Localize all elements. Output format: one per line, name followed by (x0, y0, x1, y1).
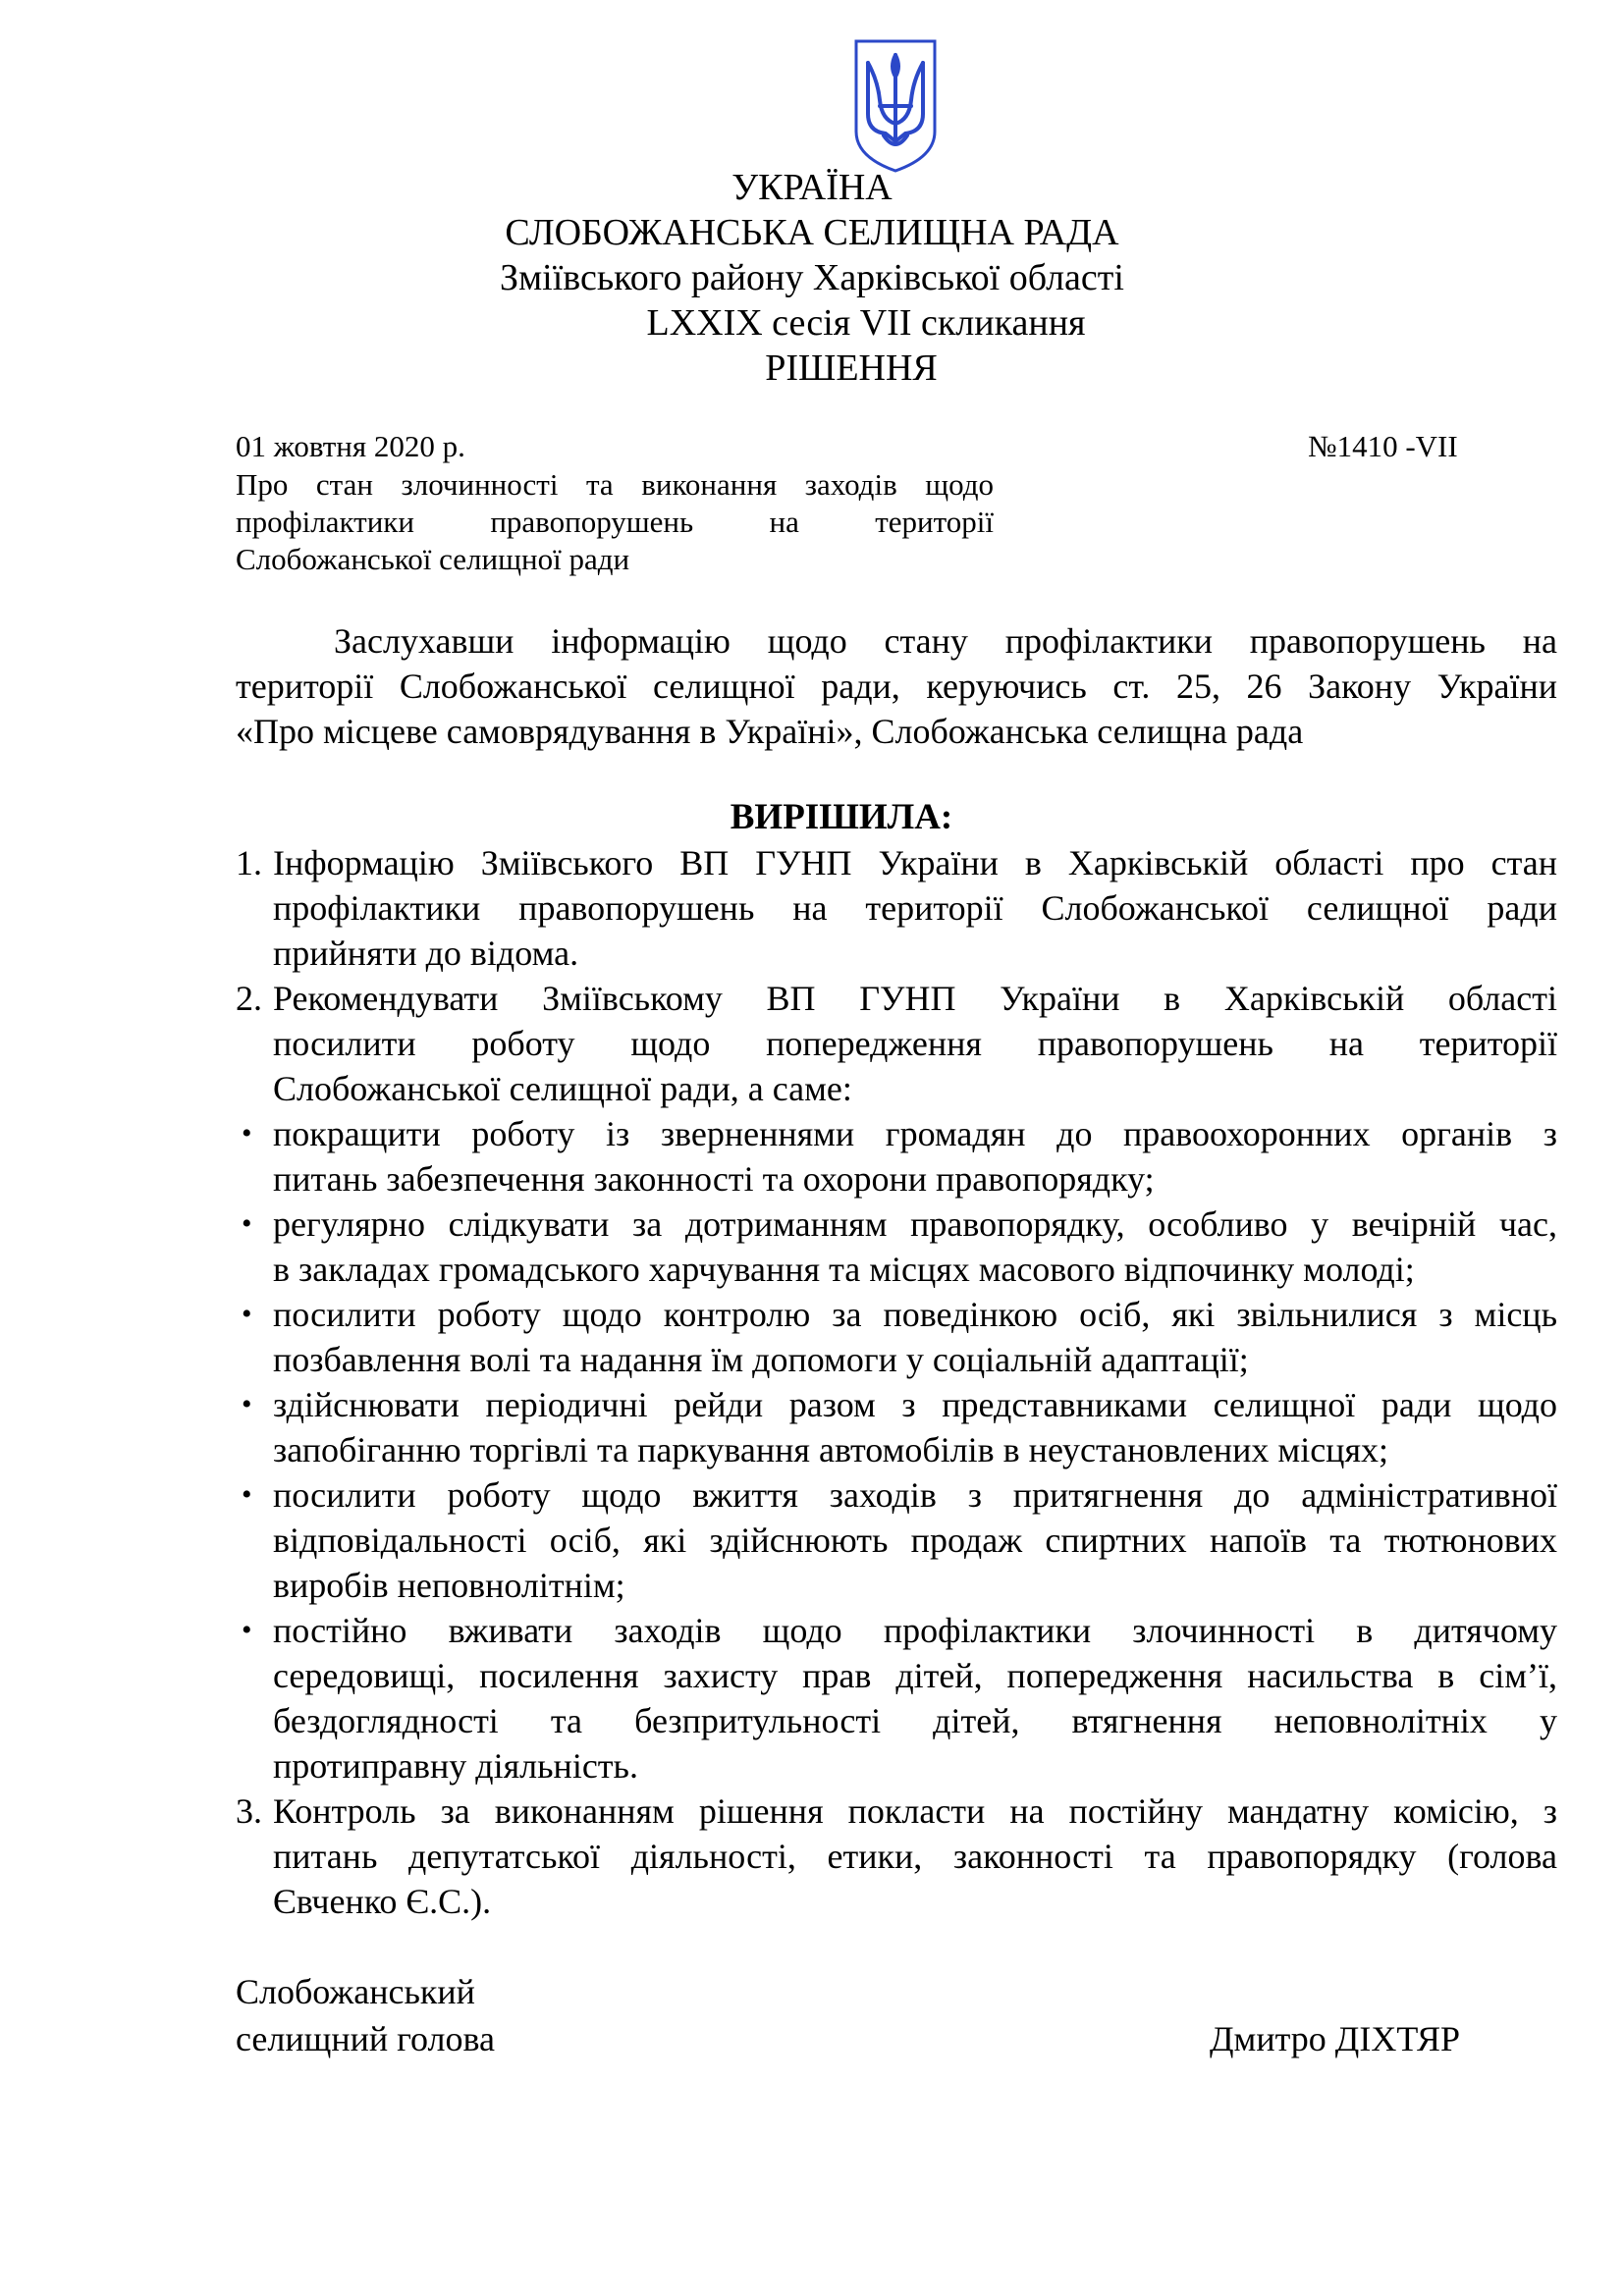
item-text-line: постійно вживати заходів щодо профілактики злочинності в дитячому (273, 1611, 1557, 1650)
item-text-line: посилити роботу щодо попередження правопорушень на території (273, 1024, 1557, 1063)
decided-heading: ВИРІШИЛА: (730, 797, 953, 837)
item-text-line: питань депутатської діяльності, етики, законності та правопорядку (голова (273, 1837, 1557, 1876)
item-text-line: бездоглядності та безпритульності дітей, втягнення неповнолітніх у (273, 1701, 1557, 1740)
bullet-item (236, 1472, 1557, 1608)
bullet-marker: • (242, 1614, 252, 1646)
item-text-line: протиправну діяльність. (273, 1746, 638, 1786)
item-text-line: Євченко Є.С.). (273, 1882, 492, 1921)
item-text-line: Рекомендувати Зміївському ВП ГУНП України в Харківській області (273, 979, 1557, 1018)
bullet-marker: • (242, 1478, 252, 1511)
item-text-line: регулярно слідкувати за дотриманням правопорядку, особливо у вечірній час, (273, 1204, 1557, 1244)
item-number: 1. (236, 843, 262, 882)
bullet-item (236, 1201, 1557, 1292)
item-text-line: питань забезпечення законності та охорони правопорядку; (273, 1159, 1155, 1199)
bullet-marker: • (242, 1207, 252, 1240)
item-text-line: профілактики правопорушень на території Слобожанської селищної ради (273, 888, 1557, 928)
bullet-marker: • (242, 1388, 252, 1420)
item-text-line: Контроль за виконанням рішення покласти на постійну мандатну комісію, з (273, 1791, 1557, 1831)
numbered-item (236, 840, 1557, 976)
preamble-line: «Про місцеве самоврядування в Україні», Слобожанська селищна рада (236, 712, 1304, 751)
bullet-item (236, 1382, 1557, 1472)
signatory-title-line: селищний голова (236, 2019, 496, 2058)
decision-items-list (236, 840, 1557, 1924)
item-number: 3. (236, 1791, 262, 1831)
item-text-line: посилити роботу щодо контролю за поведінкою осіб, які звільнилися з місць (273, 1295, 1557, 1334)
decision-subject (236, 466, 994, 578)
numbered-item (236, 1789, 1557, 1924)
numbered-item (236, 976, 1557, 1111)
item-text-line: посилити роботу щодо вжиття заходів з притягнення до адміністративної (273, 1475, 1557, 1515)
council-title: СЛОБОЖАНСЬКА СЕЛИЩНА РАДА (505, 212, 1119, 253)
signatory-name: Дмитро ДІХТЯР (1210, 2019, 1460, 2058)
item-text-line: відповідальності осіб, які здійснюють продаж спиртних напоїв та тютюнових (273, 1521, 1557, 1560)
item-text-line: Інформацію Зміївського ВП ГУНП України в Харківській області про стан (273, 843, 1557, 882)
item-text-line: Слобожанської селищної ради, а саме: (273, 1069, 852, 1108)
region-subtitle: Зміївського району Харківської області (500, 257, 1124, 298)
preamble-line: Заслухавши інформацію щодо стану профілактики правопорушень на (334, 621, 1557, 661)
signatory-title-line: Слобожанський (236, 1972, 475, 2011)
bullet-marker: • (242, 1117, 252, 1149)
item-text-line: середовищі, посилення захисту прав дітей, попередження насильства в сім’ї, (273, 1656, 1557, 1695)
country-title: УКРАЇНА (731, 167, 893, 208)
document-heading (0, 165, 1624, 391)
item-text-line: запобіганню торгівлі та паркування автомобілів в неустановлених місцях; (273, 1430, 1389, 1469)
preamble-paragraph (236, 618, 1557, 754)
bullet-item (236, 1608, 1557, 1789)
trident-emblem-icon (850, 37, 941, 175)
item-text-line: позбавлення волі та надання їм допомоги у соціальній адаптації; (273, 1340, 1249, 1379)
decision-number: №1410 -VII (1308, 429, 1458, 463)
item-text-line: в закладах громадського харчування та місцях масового відпочинку молоді; (273, 1250, 1415, 1289)
item-text-line: здійснювати періодичні рейди разом з представниками селищної ради щодо (273, 1385, 1557, 1424)
subject-line: профілактики правопорушень на території (236, 505, 994, 539)
subject-line: Слобожанської селищної ради (236, 542, 630, 576)
bullet-item (236, 1111, 1557, 1201)
preamble-line: території Слобожанської селищної ради, керуючись ст. 25, 26 Закону України (236, 667, 1557, 706)
item-text-line: прийняти до відома. (273, 934, 579, 973)
bullet-item (236, 1292, 1557, 1382)
bullet-marker: • (242, 1298, 252, 1330)
item-number: 2. (236, 979, 262, 1018)
document-type: РІШЕННЯ (765, 347, 938, 389)
subject-line: Про стан злочинності та виконання заходів щодо (236, 467, 994, 502)
item-text-line: покращити роботу із зверненнями громадян до правоохоронних органів з (273, 1114, 1557, 1153)
decision-date: 01 жовтня 2020 р. (236, 429, 465, 463)
session-subtitle: LXXIX сесія VII скликання (646, 302, 1086, 344)
item-text-line: виробів неповнолітнім; (273, 1566, 625, 1605)
